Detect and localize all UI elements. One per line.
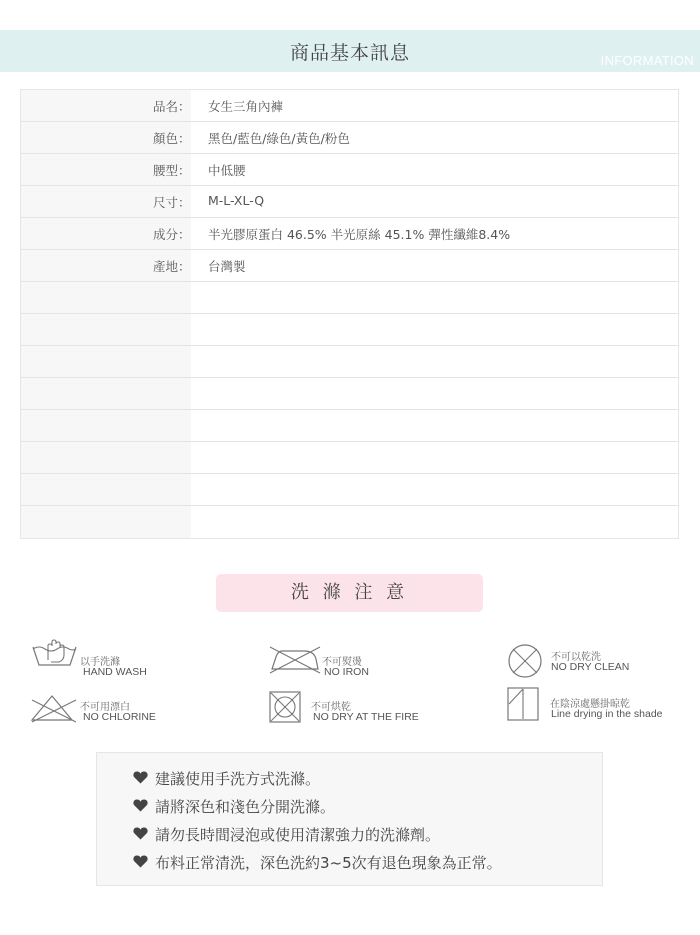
- row-value: 黑色/藍色/綠色/黃色/粉色: [208, 131, 350, 146]
- table-row-empty: [21, 442, 678, 474]
- care-notes-box: [96, 752, 603, 886]
- table-row-empty: [21, 282, 678, 314]
- note-text: 建議使用手洗方式洗滌。: [155, 770, 321, 788]
- care-symbol-line-dry-shade: [506, 686, 696, 726]
- row-label: 尺寸：: [153, 195, 191, 210]
- heart-icon: [133, 827, 148, 840]
- row-label: 顏色：: [153, 131, 191, 146]
- care-symbol-zh: 不可烘乾: [311, 702, 351, 713]
- table-row-empty: [21, 474, 678, 506]
- care-symbol-hand-wash: [30, 638, 230, 680]
- row-label: 產地：: [153, 259, 191, 274]
- care-symbol-zh: 在陰涼處懸掛晾乾: [550, 699, 630, 710]
- line-dry-shade-icon: [506, 686, 542, 724]
- no-dry-clean-icon: [506, 642, 546, 682]
- table-row-empty: [21, 506, 678, 538]
- table-row: [21, 122, 678, 154]
- heart-icon: [133, 855, 148, 868]
- table-row-empty: [21, 314, 678, 346]
- note-text: 請勿長時間浸泡或使用清潔強力的洗滌劑。: [155, 826, 441, 844]
- care-symbol-no-dry-clean: [506, 642, 696, 682]
- care-symbol-no-tumble-dry: [268, 690, 468, 726]
- table-row-empty: [21, 378, 678, 410]
- care-symbol-zh: 不可用漂白: [80, 702, 130, 713]
- care-symbol-zh: 不可熨燙: [322, 657, 362, 668]
- no-iron-icon: [268, 645, 322, 675]
- table-row-empty: [21, 410, 678, 442]
- row-value: 女生三角內褲: [208, 99, 284, 114]
- note-text: 請將深色和淺色分開洗滌。: [155, 798, 336, 816]
- table-row: [21, 90, 678, 122]
- table-row: [21, 186, 678, 218]
- product-info-table: [20, 89, 679, 539]
- no-tumble-dry-icon: [268, 690, 304, 724]
- page-title: 商品基本訊息: [289, 42, 410, 64]
- note-text: 布料正常清洗，深色洗約3~5次有退色現象為正常。: [155, 854, 502, 872]
- table-row: [21, 218, 678, 250]
- care-symbol-no-bleach: [30, 692, 230, 728]
- care-symbol-zh: 以手洗滌: [80, 657, 120, 668]
- heart-icon: [133, 771, 148, 784]
- row-label: 腰型：: [153, 163, 191, 178]
- row-value: 台灣製: [208, 259, 246, 274]
- care-symbol-zh: 不可以乾洗: [551, 652, 601, 663]
- care-title-pill: [216, 574, 483, 612]
- care-symbol-en: NO DRY CLEAN: [551, 661, 630, 673]
- row-value: 半光膠原蛋白 46.5% 半光原絲 45.1% 彈性纖維8.4%: [208, 227, 511, 242]
- care-title: 洗 滌 注 意: [290, 582, 409, 603]
- table-row: [21, 154, 678, 186]
- care-symbol-no-iron: [268, 645, 468, 681]
- care-symbol-en: Line drying in the shade: [551, 708, 663, 720]
- care-symbol-en: HAND WASH: [83, 666, 147, 678]
- table-row: [21, 250, 678, 282]
- row-label: 品名：: [153, 99, 191, 114]
- hand-wash-icon: [30, 638, 80, 668]
- care-symbol-en: NO CHLORINE: [83, 711, 156, 723]
- care-symbol-en: NO IRON: [324, 666, 369, 678]
- care-symbol-en: NO DRY AT THE FIRE: [313, 711, 419, 723]
- no-bleach-icon: [30, 692, 80, 724]
- row-label: 成分：: [153, 227, 191, 242]
- table-row-empty: [21, 346, 678, 378]
- row-value: M-L-XL-Q: [208, 193, 265, 208]
- header-banner: [0, 30, 700, 72]
- page-subtitle: INFORMATION: [600, 53, 694, 68]
- heart-icon: [133, 799, 148, 812]
- row-value: 中低腰: [208, 163, 246, 178]
